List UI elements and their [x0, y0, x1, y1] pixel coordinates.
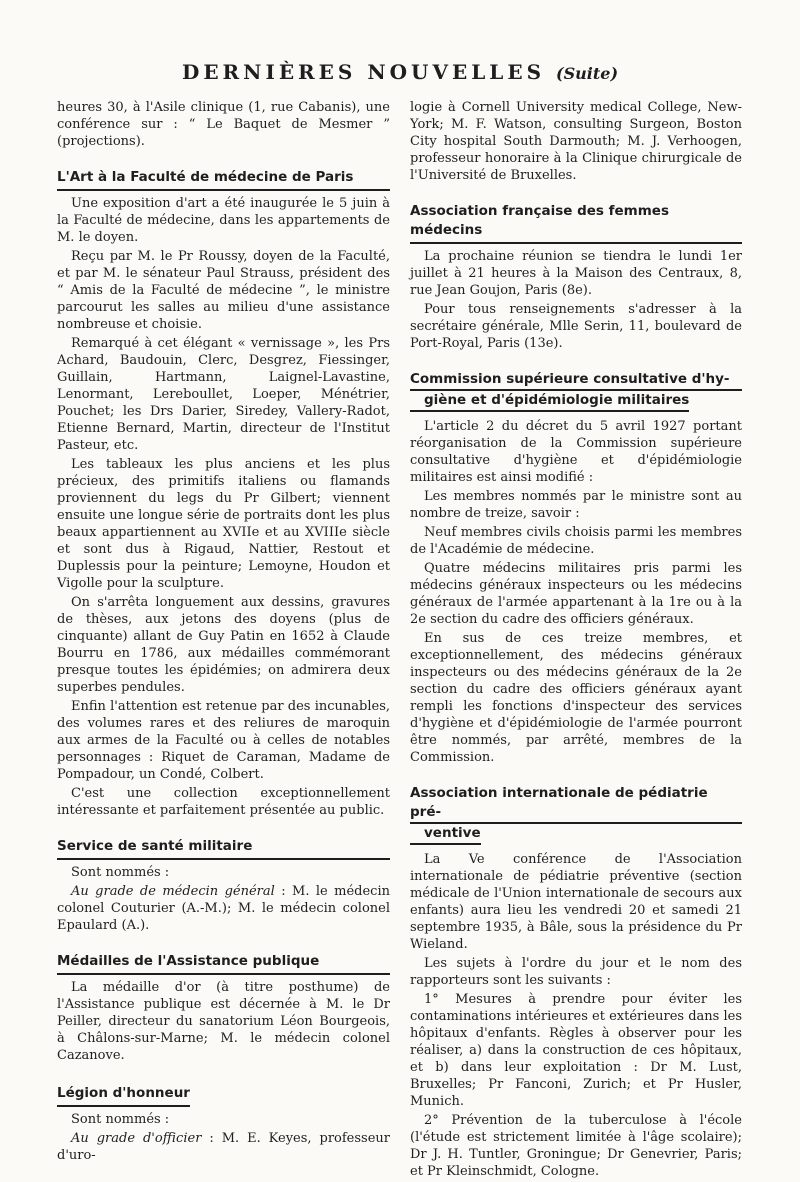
legion-paragraph: Sont nommés : — [71, 1112, 170, 1127]
art-paragraph: Les tableaux les plus anciens et les plus précieux, des primitifs italiens ou flamands proviennent du legs du Pr Gilbert; viennent ensuite une longue série de portraits dont les plus beaux appartiennent au XVIIe et au XVIIIe siècle et sont dus à Rigaud, Nattier, Restout et Duplessis pour la peinture; Lemoyne, Houdon et Vigolle pour la sculpture. — [57, 457, 390, 591]
legion-paragraph — [57, 1130, 390, 1164]
grade-label: Au grade de médecin général — [71, 884, 275, 899]
heading-line: giène et d'épidémiologie militaires — [410, 391, 689, 412]
art-paragraph: On s'arrêta longuement aux dessins, gravures de thèses, aux jetons des doyens (plus de cinquante) allant de Guy Patin en 1652 à Claude Bourru en 1786, aux médailles commémorant presque toutes les épidémies; on admirera deux superbes pendules. — [57, 595, 390, 695]
heading-line: Commission supérieure consultative d'hy- — [410, 370, 742, 391]
section-heading-sante: Service de santé militaire — [57, 837, 390, 860]
commission-paragraph: Quatre médecins militaires pris parmi les médecins généraux inspecteurs ou les médecins généraux de l'armée appartenant à la 1re ou à la 2e section du cadre des officiers généraux. — [410, 561, 742, 627]
pediatrie-paragraph: 2° Prévention de la tuberculose à l'école (l'étude est strictement limitée à l'âge scolaire); Dr J. H. Tuntler, Groningue; Dr Genevrier, Paris; et Pr Kleinschmidt, Cologne. — [410, 1113, 742, 1179]
page-title-suite: (Suite) — [556, 64, 619, 83]
pediatrie-paragraph: La Ve conférence de l'Association internationale de pédiatrie préventive (section médicale de l'Union internationale de secours aux enfants) aura lieu les vendredi 20 et samedi 21 septembre 1935, à Bâle, sous la présidence du Pr Wieland. — [410, 852, 742, 952]
femmes-paragraph: La prochaine réunion se tiendra le lundi 1er juillet à 21 heures à la Maison des Centraux, 8, rue Jean Goujon, Paris (8e). — [410, 249, 742, 298]
medailles-paragraph: La médaille d'or (à titre posthume) de l'Assistance publique est décernée à M. le Dr Peiller, directeur du sanatorium Léon Bourgeois, à Châlons-sur-Marne; M. le médecin colonel Cazanove. — [57, 980, 390, 1063]
section-heading-art: L'Art à la Faculté de médecine de Paris — [57, 168, 390, 191]
sante-paragraph — [57, 883, 390, 934]
commission-paragraph: Neuf membres civils choisis parmi les membres de l'Académie de médecine. — [410, 525, 742, 557]
commission-paragraph: L'article 2 du décret du 5 avril 1927 portant réorganisation de la Commission supérieure consultative d'hygiène et d'épidémiologie militaires est ainsi modifié : — [410, 419, 742, 485]
sante-text: : M. le médecin colonel Couturier (A.-M.); M. le médecin colonel Epaulard (A.). — [57, 884, 390, 933]
section-heading-medailles: Médailles de l'Assistance publique — [57, 952, 390, 975]
grade-label: Au grade d'officier — [71, 1131, 202, 1146]
page-header — [0, 60, 800, 84]
commission-paragraph: En sus de ces treize membres, et exceptionnellement, des médecins généraux inspecteurs ou des médecins généraux de la 2e section du cadre des officiers généraux ayant rempli les fonctions d'inspecteur des services d'hygiène et d'épidémiologie de l'armée pourront être nommés, par arrêté, membres de la Commission. — [410, 631, 742, 765]
art-paragraph: Enfin l'attention est retenue par des incunables, des volumes rares et des reliures de maroquin aux armes de la Faculté ou à celles de notables personnages : Riquet de Caraman, Madame de Pompadour, un Condé, Colbert. — [57, 699, 390, 782]
section-heading-pediatrie — [410, 784, 742, 847]
art-paragraph: C'est une collection exceptionnellement intéressante et parfaitement présentée au public. — [57, 786, 390, 818]
femmes-paragraph: Pour tous renseignements s'adresser à la secrétaire générale, Mlle Serin, 11, boulevard de Port-Royal, Paris (13e). — [410, 302, 742, 351]
page-title: DERNIÈRES NOUVELLES — [181, 60, 546, 84]
section-heading-commission — [410, 370, 742, 414]
left-column — [57, 99, 390, 1166]
heading-line: ventive — [410, 824, 481, 845]
section-heading-femmes: Association française des femmes médecins — [410, 202, 742, 244]
section-heading-legion: Légion d'honneur — [57, 1084, 190, 1107]
commission-paragraph: Les membres nommés par le ministre sont au nombre de treize, savoir : — [410, 489, 742, 521]
art-paragraph: Reçu par M. le Pr Roussy, doyen de la Faculté, et par M. le sénateur Paul Strauss, président des “ Amis de la Faculté de médecine ”, le ministre parcourut les salles au milieu d'une assistance nombreuse et choisie. — [57, 249, 390, 332]
legion-text: : M. E. Keyes, professeur d'uro- — [57, 1131, 390, 1163]
right-column — [410, 99, 742, 1182]
continuation-paragraph: logie à Cornell University medical College, New-York; M. F. Watson, consulting Surgeon, Boston City hospital South Darmouth; M. J. Verhoogen, professeur honoraire à la Clinique chirurgicale de l'Université de Bruxelles. — [410, 100, 742, 183]
pediatrie-paragraph: 1° Mesures à prendre pour éviter les contaminations intérieures et extérieures dans les hôpitaux d'enfants. Règles à observer pour les réaliser, a) dans la construction de ces hôpitaux, et b) dans leur exploitation : Dr M. Lust, Bruxelles; Pr Fanconi, Zurich; et Pr Husler, Munich. — [410, 992, 742, 1109]
art-paragraph: Une exposition d'art a été inaugurée le 5 juin à la Faculté de médecine, dans les appartements de M. le doyen. — [57, 196, 390, 245]
art-paragraph: Remarqué à cet élégant « vernissage », les Prs Achard, Baudouin, Clerc, Desgrez, Fiessinger, Guillain, Hartmann, Laignel-Lavastine, Lenormant, Lereboullet, Loeper, Ménétrier, Pouchet; les Drs Darier, Siredey, Vallery-Radot, Etienne Bernard, Martin, directeur de l'Institut Pasteur, etc. — [57, 336, 390, 453]
continuation-paragraph: heures 30, à l'Asile clinique (1, rue Cabanis), une conférence sur : “ Le Baquet de Mesmer ” (projections). — [57, 100, 390, 149]
pediatrie-paragraph: Les sujets à l'ordre du jour et le nom des rapporteurs sont les suivants : — [410, 956, 742, 988]
heading-line: Association internationale de pédiatrie pré- — [410, 784, 742, 824]
sante-paragraph: Sont nommés : — [71, 865, 170, 880]
